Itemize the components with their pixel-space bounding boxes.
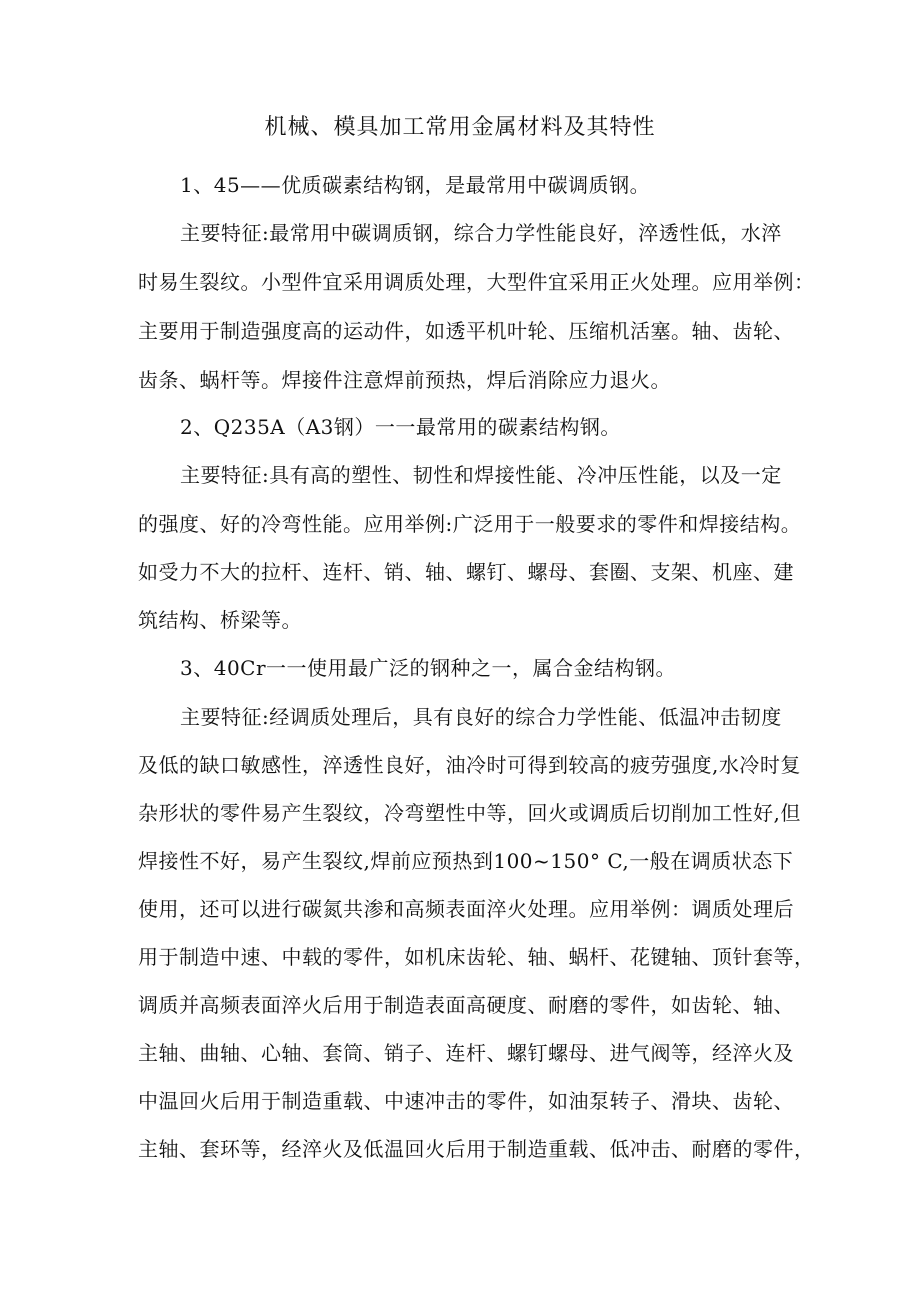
paragraph-line: 主轴、曲轴、心轴、套筒、销子、连杆、螺钉螺母、进气阀等，经淬火及 — [138, 1041, 794, 1065]
paragraph-line: 用于制造中速、中载的零件，如机床齿轮、轴、蜗杆、花键轴、顶针套等， — [138, 945, 815, 969]
paragraph-line: 主要用于制造强度高的运动件，如透平机叶轮、压缩机活塞。轴、齿轮、 — [138, 319, 794, 343]
paragraph-line: 主要特征:经调质处理后，具有良好的综合力学性能、低温冲击韧度 — [180, 705, 782, 729]
paragraph-line: 主轴、套环等，经淬火及低温回火后用于制造重载、低冲击、耐磨的零件， — [138, 1137, 815, 1161]
paragraph-line: 使用，还可以进行碳氮共渗和高频表面淬火处理。应用举例：调质处理后 — [138, 897, 794, 921]
section-heading-q235a: 2、Q235A（A3钢）一一最常用的碳素结构钢。 — [180, 415, 621, 439]
paragraph-line: 主要特征:具有高的塑性、韧性和焊接性能、冷冲压性能，以及一定 — [180, 463, 782, 487]
paragraph-line: 时易生裂纹。小型件宜采用调质处理，大型件宜采用正火处理。应用举例： — [138, 270, 815, 294]
paragraph-line: 调质并高频表面淬火后用于制造表面高硬度、耐磨的零件，如齿轮、轴、 — [138, 993, 794, 1017]
section-heading-45-steel: 1、45——优质碳素结构钢，是最常用中碳调质钢。 — [180, 173, 651, 197]
document-title: 机械、模具加工常用金属材料及其特性 — [264, 115, 656, 140]
paragraph-line: 杂形状的零件易产生裂纹，冷弯塑性中等，回火或调质后切削加工性好,但 — [138, 801, 801, 825]
paragraph-line: 筑结构、桥梁等。 — [138, 608, 302, 632]
paragraph-line: 齿条、蜗杆等。焊接件注意焊前预热，焊后消除应力退火。 — [138, 368, 671, 392]
paragraph-line: 及低的缺口敏感性，淬透性良好，油冷时可得到较高的疲劳强度,水冷时复 — [138, 753, 801, 777]
section-heading-40cr: 3、40Cr一一使用最广泛的钢种之一，属合金结构钢。 — [180, 656, 677, 680]
paragraph-line: 主要特征:最常用中碳调质钢，综合力学性能良好，淬透性低，水淬 — [180, 221, 782, 245]
paragraph-line: 中温回火后用于制造重载、中速冲击的零件，如油泵转子、滑块、齿轮、 — [138, 1089, 794, 1113]
paragraph-line: 如受力不大的拉杆、连杆、销、轴、螺钉、螺母、套圈、支架、机座、建 — [138, 560, 794, 584]
paragraph-line: 焊接性不好，易产生裂纹,焊前应预热到100~150° C,一般在调质状态下 — [138, 849, 794, 873]
paragraph-line: 的强度、好的冷弯性能。应用举例:广泛用于一般要求的零件和焊接结构。 — [138, 512, 802, 536]
